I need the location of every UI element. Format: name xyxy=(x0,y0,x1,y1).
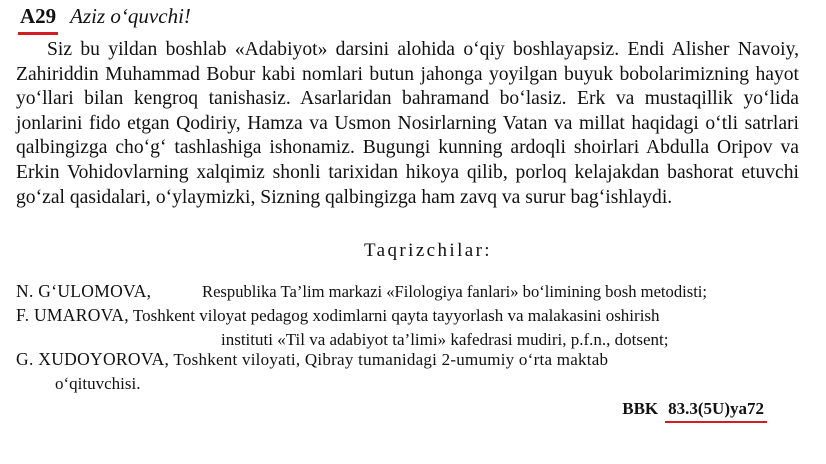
reviewer-role-continued: instituti «Til va adabiyot ta’limi» kafedrasi mudiri, p.f.n., dotsent; xyxy=(221,330,669,349)
bbk-code-underline xyxy=(665,421,767,424)
reviewer-role-continued: o‘qituvchisi. xyxy=(55,374,141,393)
bbk-code-text: 83.3(5U)ya72 xyxy=(668,399,764,418)
intro-paragraph: Siz bu yildan boshlab «Adabiyot» darsini alohida o‘qiy boshlayapsiz. Endi Alisher Navoiy, Zahiriddin Muhammad Bobur kabi nomlari butun jahonga yoyilgan buyuk bobolarimizning hayot yo‘llari bilan kengroq tanishasiz. Asarlaridan bahramand bo‘lasiz. Erk va mustaqillik yo‘lida jonlarini fido etgan Qodiriy, Hamza va Usmon Nosirlarning Vatan va millat haqidagi o‘tli satrlari qalbingizga cho‘g‘ tashlashiga ishonamiz. Bugungi kunning ardoqli shoirlari Abdulla Oripov va Erkin Vohidovlarning xalqimiz shonli tarixidan hikoya qilib, porloq kelajakdan bashorat etuvchi go‘zal qasidalari, o‘ylaymizki, Sizning qalbingizga ham zavq va surur bag‘ishlaydi. xyxy=(16,39,799,208)
header xyxy=(20,4,191,34)
reviewer-name: F. UMAROVA, xyxy=(16,305,129,325)
reviewers-heading: Taqrizchilar: xyxy=(364,240,492,261)
reviewer-name: G. XUDOYOROVA, xyxy=(16,349,170,369)
bbk-code xyxy=(668,399,764,419)
reviewer-name: N. G‘ULOMOVA, xyxy=(16,281,152,301)
bbk-label: BBK xyxy=(622,399,659,418)
reviewer-entry xyxy=(16,347,802,396)
reviewer-role: Toshkent viloyati, Qibray tumanidagi 2-umumiy o‘rta maktab xyxy=(173,350,609,369)
reviewer-role: Toshkent viloyat pedagog xodimlarni qayta tayyorlash va malakasini oshirish xyxy=(132,306,660,325)
greeting: Aziz o‘quvchi! xyxy=(70,4,191,28)
reviewer-entry xyxy=(16,279,802,304)
bbk-classification xyxy=(622,399,764,419)
catalog-code-text: A29 xyxy=(20,4,57,28)
reviewer-role: Respublika Ta’lim markazi «Filologiya fanlari» bo‘limining bosh metodisti; xyxy=(202,282,708,301)
catalog-code-underline xyxy=(18,32,58,35)
catalog-code xyxy=(20,4,56,31)
reviewer-entry xyxy=(16,303,802,352)
